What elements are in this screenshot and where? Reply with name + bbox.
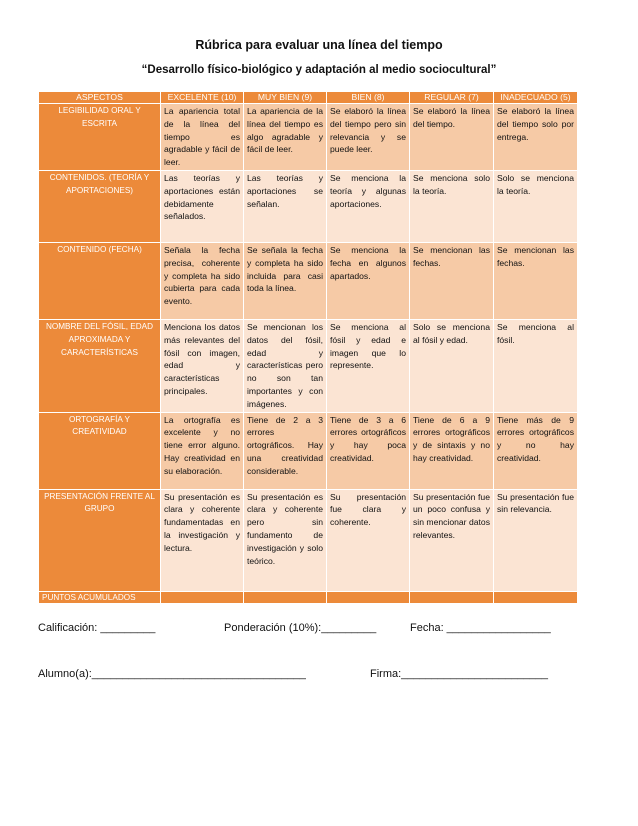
criteria-cell: Se mencionan las fechas. xyxy=(494,242,578,319)
criteria-cell: Señala la fecha precisa, coherente y completa ha sido cubierta para cada evento. xyxy=(161,242,244,319)
table-row xyxy=(39,319,578,412)
criteria-cell: Las teorías y aportaciones están debidamente señalados. xyxy=(161,170,244,242)
alumno-field[interactable]: Alumno(a):___________________________________ xyxy=(38,668,306,680)
criteria-cell: Solo se menciona la teoría. xyxy=(494,170,578,242)
puntos-acumulados-label: PUNTOS ACUMULADOS xyxy=(39,591,161,603)
score-cell[interactable] xyxy=(244,591,327,603)
score-cell[interactable] xyxy=(410,591,494,603)
criteria-cell: La ortografía es excelente y no tiene error alguno. Hay creatividad en su elaboración. xyxy=(161,412,244,489)
criteria-cell: Menciona los datos más relevantes del fósil con imagen, edad y características principales. xyxy=(161,319,244,412)
ponderacion-field[interactable]: Ponderación (10%):_________ xyxy=(224,622,377,634)
criteria-cell: Su presentación es clara y coherente fundamentadas en la investigación y lectura. xyxy=(161,489,244,591)
criteria-cell: Su presentación fue clara y coherente. xyxy=(327,489,410,591)
aspect-cell: NOMBRE DEL FÓSIL, EDAD APROXIMADA Y CARACTERÍSTICAS xyxy=(39,319,161,412)
criteria-cell: Su presentación fue sin relevancia. xyxy=(494,489,578,591)
criteria-cell: Se señala la fecha y completa ha sido incluida para casi toda la línea. xyxy=(244,242,327,319)
criteria-cell: La apariencia total de la línea del tiempo es agradable y fácil de leer. xyxy=(161,104,244,171)
criteria-cell: Tiene de 3 a 6 errores ortográficos y hay poca creatividad. xyxy=(327,412,410,489)
calificacion-field[interactable]: Calificación: _________ xyxy=(38,622,156,634)
criteria-cell: Se menciona la fecha en algunos apartados. xyxy=(327,242,410,319)
score-cell[interactable] xyxy=(161,591,244,603)
firma-field[interactable]: Firma:________________________ xyxy=(370,668,548,680)
criteria-cell: Se menciona la teoría y algunas aportaciones. xyxy=(327,170,410,242)
criteria-cell: Se menciona al fósil y edad e imagen que lo represente. xyxy=(327,319,410,412)
criteria-cell: Se menciona solo la teoría. xyxy=(410,170,494,242)
page-title: Rúbrica para evaluar una línea del tiempo xyxy=(195,38,443,52)
header-bien: BIEN (8) xyxy=(327,92,410,104)
aspect-cell: ORTOGRAFÍA Y CREATIVIDAD xyxy=(39,412,161,489)
table-row xyxy=(39,412,578,489)
aspect-cell: LEGIBILIDAD ORAL Y ESCRITA xyxy=(39,104,161,171)
rubric-table xyxy=(38,91,578,604)
score-cell[interactable] xyxy=(327,591,410,603)
aspect-cell: CONTENIDO (FECHA) xyxy=(39,242,161,319)
criteria-cell: Tiene de 2 a 3 errores ortográficos. Hay una creatividad considerable. xyxy=(244,412,327,489)
aspect-cell: PRESENTACIÓN FRENTE AL GRUPO xyxy=(39,489,161,591)
criteria-cell: Las teorías y aportaciones se señalan. xyxy=(244,170,327,242)
header-excelente: EXCELENTE (10) xyxy=(161,92,244,104)
criteria-cell: Se elaboró la línea del tiempo pero sin relevancia y se puede leer. xyxy=(327,104,410,171)
footer-row xyxy=(39,591,578,603)
table-row xyxy=(39,104,578,171)
criteria-cell: Tiene más de 9 errores ortográficos y no hay creatividad. xyxy=(494,412,578,489)
criteria-cell: Tiene de 6 a 9 errores ortográficos y de sintaxis y no hay creatividad. xyxy=(410,412,494,489)
header-inadecuado: INADECUADO (5) xyxy=(494,92,578,104)
fecha-field[interactable]: Fecha: _________________ xyxy=(410,622,551,634)
table-row xyxy=(39,242,578,319)
criteria-cell: Se elaboró la línea del tiempo solo por entrega. xyxy=(494,104,578,171)
criteria-cell: Se mencionan los datos del fósil, edad y características pero no son tan importantes y con imágenes. xyxy=(244,319,327,412)
criteria-cell: Se elaboró la línea del tiempo. xyxy=(410,104,494,171)
criteria-cell: Su presentación es clara y coherente pero sin fundamento de investigación y solo teórico. xyxy=(244,489,327,591)
header-muy-bien: MUY BIEN (9) xyxy=(244,92,327,104)
header-regular: REGULAR (7) xyxy=(410,92,494,104)
table-row xyxy=(39,489,578,591)
criteria-cell: Se mencionan las fechas. xyxy=(410,242,494,319)
header-row xyxy=(39,92,578,104)
criteria-cell: La apariencia de la línea del tiempo es algo agradable y fácil de leer. xyxy=(244,104,327,171)
header-aspectos: ASPECTOS xyxy=(39,92,161,104)
table-row xyxy=(39,170,578,242)
page-subtitle: “Desarrollo físico-biológico y adaptación al medio sociocultural” xyxy=(141,64,497,76)
criteria-cell: Su presentación fue un poco confusa y sin mencionar datos relevantes. xyxy=(410,489,494,591)
criteria-cell: Se menciona al fósil. xyxy=(494,319,578,412)
score-cell[interactable] xyxy=(494,591,578,603)
criteria-cell: Solo se menciona al fósil y edad. xyxy=(410,319,494,412)
aspect-cell: CONTENIDOS. (TEORÍA Y APORTACIONES) xyxy=(39,170,161,242)
